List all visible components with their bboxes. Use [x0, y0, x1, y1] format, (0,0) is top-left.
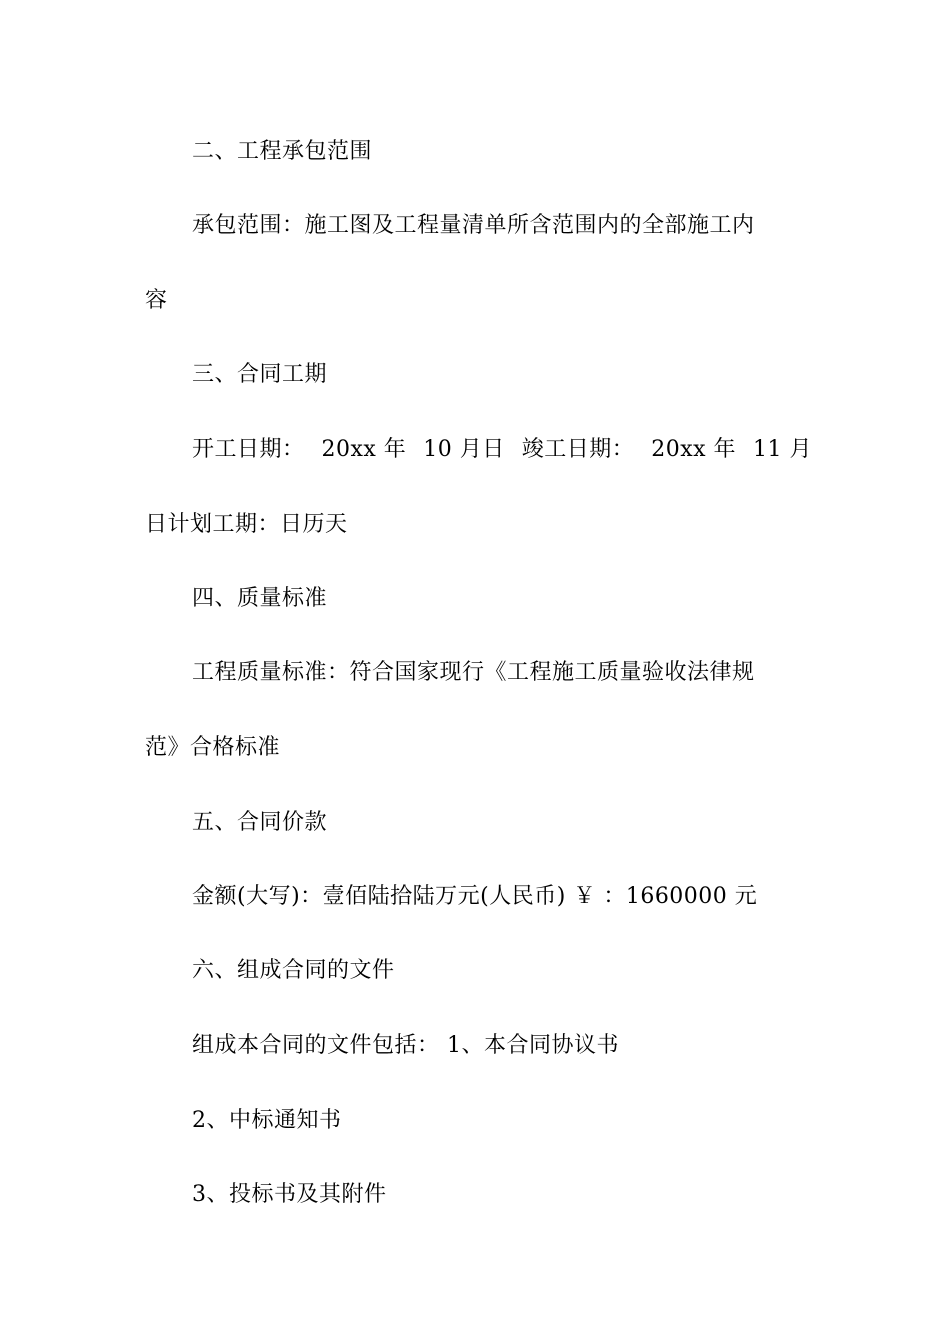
documents-item-3: 3、投标书及其附件: [192, 1182, 387, 1207]
section-heading-documents: 六、组成合同的文件: [192, 958, 395, 983]
end-date-month: 11 月: [753, 437, 812, 462]
end-date-label: 竣工日期：: [521, 437, 635, 462]
section-heading-price: 五、合同价款: [192, 810, 328, 835]
scope-paragraph-line-1: 承包范围：施工图及工程量清单所含范围内的全部施工内: [192, 213, 755, 238]
section-heading-quality: 四、质量标准: [192, 586, 328, 611]
duration-paragraph-line-1: [192, 434, 812, 466]
documents-item-2: 2、中标通知书: [192, 1108, 342, 1133]
price-amount-line: 金额(大写)：壹佰陆拾陆万元(人民币) ￥ ：1660000 元: [192, 884, 758, 909]
quality-paragraph-line-2: 范》合格标准: [145, 735, 281, 760]
section-heading-duration: 三、合同工期: [192, 362, 328, 387]
start-date-month: 10 月日: [423, 437, 505, 462]
section-heading-scope: 二、工程承包范围: [192, 139, 373, 164]
scope-paragraph-line-2: 容: [145, 288, 168, 313]
duration-paragraph-line-2: 日计划工期：日历天: [145, 512, 348, 537]
start-date-year: 20xx 年: [321, 437, 407, 462]
end-date-year: 20xx 年: [651, 437, 737, 462]
documents-intro-line: 组成本合同的文件包括： 1、本合同协议书: [192, 1033, 619, 1058]
start-date-label: 开工日期：: [192, 437, 305, 462]
quality-paragraph-line-1: 工程质量标准：符合国家现行《工程施工质量验收法律规: [192, 660, 755, 685]
